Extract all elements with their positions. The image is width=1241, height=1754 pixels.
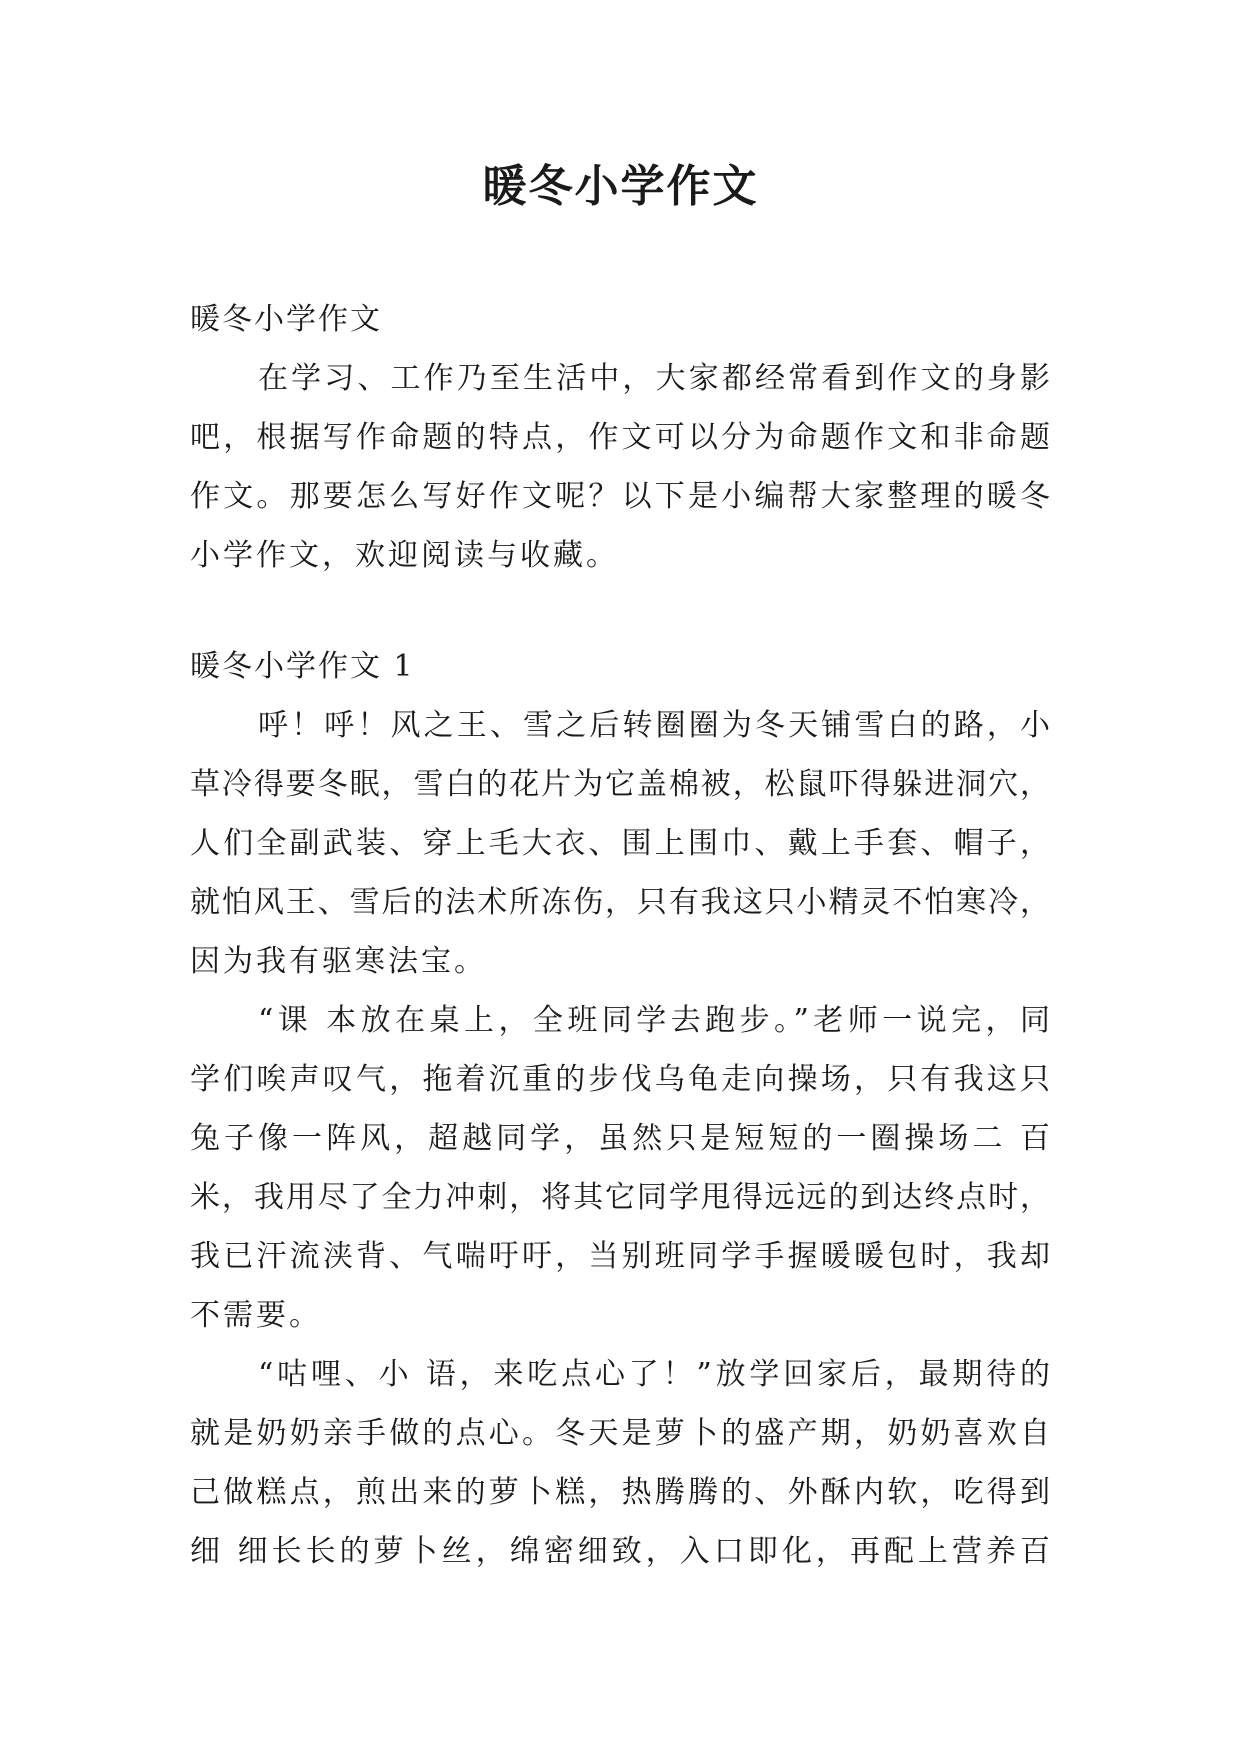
paragraph-line: 己做糕点，煎出来的萝卜糕，热腾腾的、外酥内软，吃得到 [190,1475,1050,1510]
section-gap [190,585,1050,637]
paragraph-line: 学们唉声叹气，拖着沉重的步伐乌龟走向操场，只有我这只 [190,1062,1050,1097]
paragraph-line: 我已汗流浃背、气喘吁吁，当别班同学手握暖暖包时，我却 [190,1239,1050,1274]
intro-line: 小学作文，欢迎阅读与收藏。 [190,538,619,573]
paragraph-line: 米，我用尽了全力冲刺，将其它同学甩得远远的到达终点时， [190,1180,1050,1215]
intro-line: 作文。那要怎么写好作文呢？以下是小编帮大家整理的暖冬 [190,479,1050,514]
paragraph-line: 就怕风王、雪后的法术所冻伤，只有我这只小精灵不怕寒冷， [190,885,1050,920]
paragraph-line: 呼！呼！风之王、雪之后转圈圈为冬天铺雪白的路，小 [258,708,1050,743]
intro-line: 吧，根据写作命题的特点，作文可以分为命题作文和非命题 [190,420,1050,455]
paragraph-line: “课 本放在桌上，全班同学去跑步。”老师一说完，同 [258,1003,1050,1038]
paragraph-line: 细 细长长的萝卜丝，绵密细致，入口即化，再配上营养百 [190,1534,1050,1569]
paragraph-line: 兔子像一阵风，超越同学，虽然只是短短的一圈操场二 百 [190,1121,1050,1156]
paragraph-line: “咕哩、小 语，来吃点心了！”放学回家后，最期待的 [258,1357,1050,1392]
subtitle: 暖冬小学作文 [190,302,382,337]
section-heading: 暖冬小学作文 1 [190,649,415,684]
paragraph-line: 草冷得要冬眠，雪白的花片为它盖棉被，松鼠吓得躲进洞穴， [190,767,1050,802]
paragraph-line: 不需要。 [190,1298,322,1333]
document-body [190,290,1050,1581]
document-title: 暖冬小学作文 [482,161,759,212]
paragraph-line: 人们全副武装、穿上毛大衣、围上围巾、戴上手套、帽子， [190,826,1050,861]
paragraph-line: 就是奶奶亲手做的点心。冬天是萝卜的盛产期，奶奶喜欢自 [190,1416,1050,1451]
paragraph-line: 因为我有驱寒法宝。 [190,944,487,979]
intro-line: 在学习、工作乃至生活中，大家都经常看到作文的身影 [258,361,1050,396]
